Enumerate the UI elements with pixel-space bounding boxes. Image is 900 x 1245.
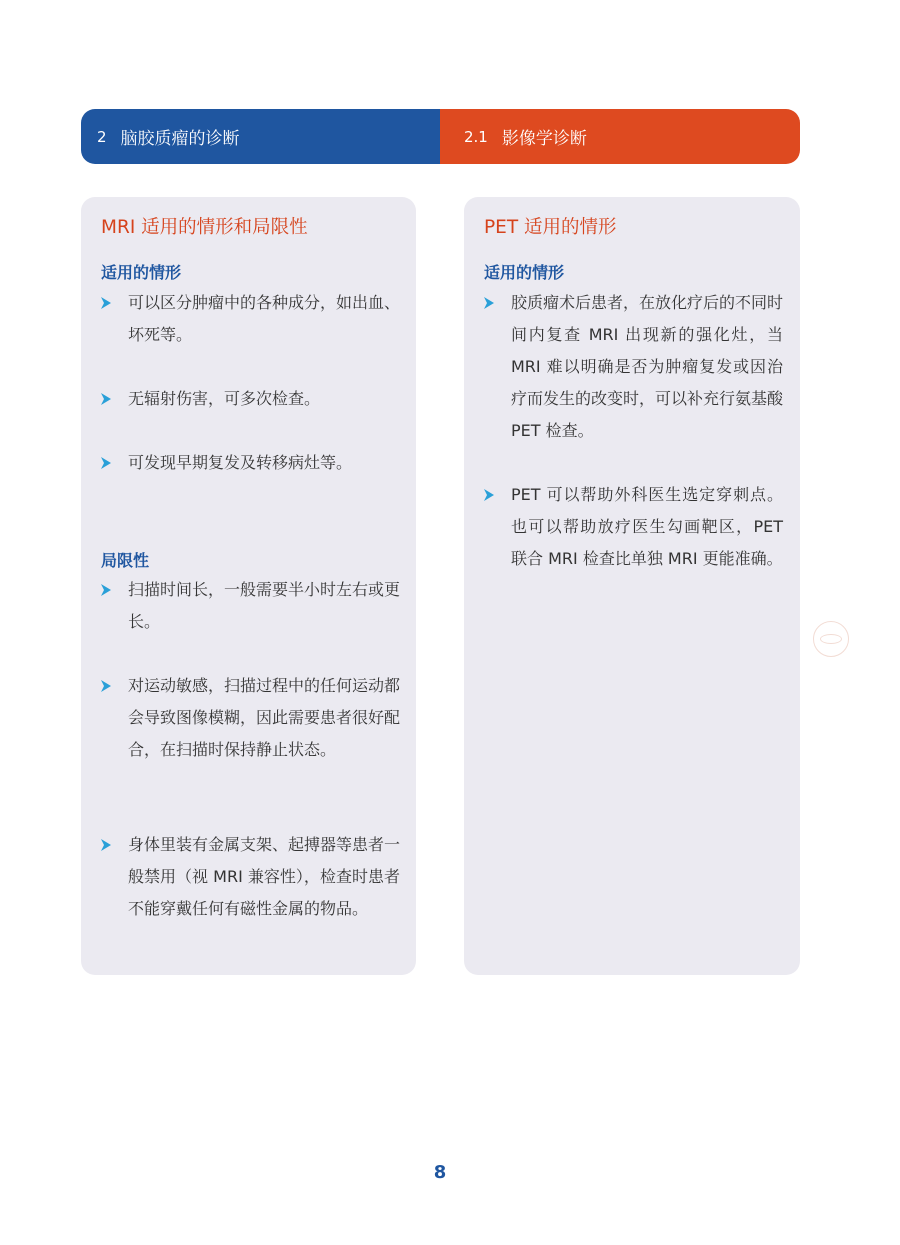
section-number: 2.1 xyxy=(464,127,488,146)
mri-suitable-text: 可发现早期复发及转移病灶等。 xyxy=(128,453,353,472)
mri-limit-text: 对运动敏感，扫描过程中的任何运动都会导致图像模糊，因此需要患者很好配合，在扫描时保持静止状态。 xyxy=(128,676,401,759)
chevron-right-icon xyxy=(100,829,128,925)
watermark-logo xyxy=(813,621,849,657)
chevron-right-icon xyxy=(100,287,128,351)
pet-card-title: PET 适用的情形 xyxy=(484,217,617,238)
chevron-right-icon xyxy=(100,574,128,638)
mri-limit-item xyxy=(100,574,400,638)
chevron-right-icon xyxy=(483,287,511,447)
section-title: 影像学诊断 xyxy=(501,129,587,149)
mri-limit-text: 扫描时间长，一般需要半小时左右或更长。 xyxy=(128,580,401,631)
pet-suitable-item xyxy=(483,287,783,447)
pet-card xyxy=(464,197,800,975)
header-bar xyxy=(81,109,800,164)
page-number: 8 xyxy=(433,1162,447,1183)
pet-suitable-heading: 适用的情形 xyxy=(484,263,565,282)
chapter-number: 2 xyxy=(97,127,107,146)
mri-suitable-text: 无辐射伤害，可多次检查。 xyxy=(128,389,321,408)
chevron-right-icon xyxy=(100,447,128,479)
mri-suitable-text: 可以区分肿瘤中的各种成分，如出血、坏死等。 xyxy=(128,293,401,344)
mri-suitable-item xyxy=(100,447,400,479)
pet-suitable-item xyxy=(483,479,783,575)
chevron-right-icon xyxy=(483,479,511,575)
pet-suitable-text: PET 可以帮助外科医生选定穿刺点。也可以帮助放疗医生勾画靶区，PET 联合 MRI 检查比单独 MRI 更能准确。 xyxy=(511,485,783,568)
mri-limit-item xyxy=(100,829,400,925)
section-header xyxy=(440,109,800,164)
chapter-title: 脑胶质瘤的诊断 xyxy=(120,129,240,149)
mri-suitable-item xyxy=(100,383,400,415)
mri-limit-text: 身体里装有金属支架、起搏器等患者一般禁用（视 MRI 兼容性），检查时患者不能穿戴任何有磁性金属的物品。 xyxy=(128,835,401,918)
chevron-right-icon xyxy=(100,670,128,766)
mri-limits-heading: 局限性 xyxy=(101,551,150,570)
mri-limit-item xyxy=(100,670,400,766)
mri-card-title: MRI 适用的情形和局限性 xyxy=(101,217,308,238)
mri-suitable-heading: 适用的情形 xyxy=(101,263,182,282)
mri-suitable-item xyxy=(100,287,400,351)
chapter-header xyxy=(81,109,440,164)
chevron-right-icon xyxy=(100,383,128,415)
mri-card xyxy=(81,197,416,975)
pet-suitable-text: 胶质瘤术后患者，在放化疗后的不同时间内复查 MRI 出现新的强化灶，当 MRI 难以明确是否为肿瘤复发或因治疗而发生的改变时，可以补充行氨基酸 PET 检查。 xyxy=(511,293,784,440)
